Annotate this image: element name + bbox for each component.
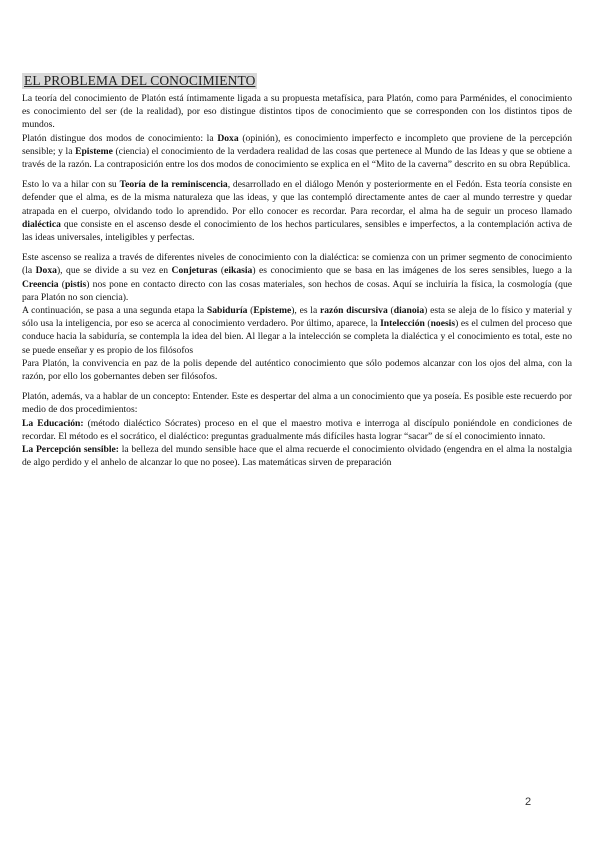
text-run: A continuación, se pasa a una segunda etapa la: [22, 305, 207, 317]
text-run: (método dialéctico Sócrates) proceso en el que el maestro motiva e interroga al discípulo poniéndole en condiciones de recordar. El método es el socrático, el dialéctico: preguntas gradualmente más difíciles hasta lograr “sacar” de sí el conocimiento innato.: [22, 417, 572, 442]
text-run: Platón, además, va a hablar de un concepto: Entender. Este es despertar del alma a un conocimiento que ya poseía. Es posible este recuerdo por medio de dos procedimientos:: [22, 391, 572, 416]
term-reminiscencia: Teoría de la reminiscencia: [119, 179, 228, 191]
text-run: (ciencia) el conocimiento de la verdadera realidad de las cosas que pertenece al Mundo de las Ideas y que se obtiene a través de la razón. La contraposición entre los dos modos de conocimiento se explica en el “Mito de la caverna” descrito en su obra República.: [22, 145, 572, 171]
paragraph-doxa-episteme: [22, 132, 572, 172]
text-run: ), que se divide a su vez en: [56, 265, 172, 277]
term-eikasia: eikasia: [224, 265, 253, 277]
term-pistis: pistis: [64, 278, 87, 290]
paragraph-reminiscencia: [22, 178, 572, 244]
text-run: ) es el culmen del proceso que conduce hacia la sabiduría, se contempla la idea del bien. Al llegar a la intelección se completa la dialéctica y el conocimiento es total, este no se puede enseñar y es propio de los filósofos: [22, 318, 572, 356]
paragraph-polis: [22, 357, 572, 383]
paragraph-educacion: [22, 417, 572, 443]
term-inteleccion: Intelección: [380, 318, 425, 330]
body-text: [22, 92, 572, 469]
paragraph-ascenso: [22, 251, 572, 304]
term-episteme: Episteme: [75, 145, 113, 157]
term-creencia: Creencia: [22, 278, 59, 290]
term-sabiduria: Sabiduría: [206, 305, 248, 317]
text-run: la belleza del mundo sensible hace que el alma recuerde el conocimiento olvidado (engendra en el alma la nostalgia de algo perdido y el anhelo de alcanzar lo que no posee). Las matemáticas sirven de preparación: [22, 444, 572, 469]
term-dianoia: dianoia: [393, 305, 425, 317]
term-doxa: Doxa: [35, 265, 57, 277]
paragraph-entender: [22, 390, 572, 416]
term-razon-discursiva: razón discursiva: [320, 305, 388, 317]
page-title: EL PROBLEMA DEL CONOCIMIENTO: [24, 73, 256, 88]
text-run: (: [58, 278, 65, 290]
text-run: ) es conocimiento que se basa en las imágenes de los seres sensibles, luego a la: [252, 265, 572, 277]
text-run: (: [247, 305, 254, 317]
text-run: Para Platón, la convivencia en paz de la polis depende del auténtico conocimiento que sólo podemos alcanzar con los ojos del alma, con la razón, por ello los gobernantes deben ser filósofos.: [22, 357, 572, 383]
text-run: que consiste en el ascenso desde el conocimiento de los hechos particulares, sensibles e imperfectos, a la contemplación activa de las ideas universales, inteligibles y perfectas.: [22, 218, 572, 244]
term-noesis: noesis: [430, 318, 456, 330]
paragraph-percepcion: [22, 443, 572, 469]
term-conjeturas: Conjeturas: [171, 265, 218, 277]
term-episteme: Episteme: [253, 305, 292, 317]
paragraph-sabiduria: [22, 304, 572, 357]
term-doxa: Doxa: [217, 132, 239, 144]
text-run: (: [217, 265, 225, 277]
text-run: Esto lo va a hilar con su: [22, 179, 120, 191]
text-run: ) esta se aleja de lo físico y material y sólo usa la inteligencia, por eso se acerca al conocimiento verdadero. Por último, aparece, la: [22, 305, 572, 330]
text-run: (: [387, 305, 394, 317]
page-number: 2: [525, 796, 532, 808]
text-run: , desarrollado en el diálogo Menón y posteriormente en el Fedón. Esta teoría consiste en defender que el alma, es de la misma naturaleza que las ideas, y que las contempló directamente antes de caer al mundo terrestre y quedar atrapada en el cuerpo, olvidando todo lo aprendido. Por ello conocer es recordar. Para recordar, el alma ha de seguir un proceso llamado: [22, 179, 572, 217]
text-run: Este ascenso se realiza a través de diferentes niveles de conocimiento con la dialéctica: se comienza con un primer segmento de conocimiento (la: [22, 252, 572, 277]
term-percepcion-sensible: La Percepción sensible:: [22, 444, 119, 456]
text-run: (: [424, 318, 431, 330]
text-run: ) nos pone en contacto directo con las cosas materiales, son hechos de cosas. Aquí se incluiría la física, la cosmología (que para Platón no son ciencia).: [22, 278, 573, 303]
paragraph-intro: [22, 92, 572, 132]
term-dialectica: dialéctica: [22, 218, 61, 230]
term-educacion: La Educación:: [22, 417, 84, 429]
text-run: (opinión), es conocimiento imperfecto e incompleto que proviene de la percepción sensible; y la: [22, 132, 572, 157]
text-run: ), es la: [291, 305, 320, 317]
text-run: La teoría del conocimiento de Platón está íntimamente ligada a su propuesta metafísica, para Platón, como para Parménides, el conocimiento es conocimiento del ser (de la realidad), por eso distingue distintos tipos de conocimiento que se corresponden con los distintos tipos de mundos.: [22, 93, 572, 131]
text-run: Platón distingue dos modos de conocimiento: la: [22, 132, 218, 144]
